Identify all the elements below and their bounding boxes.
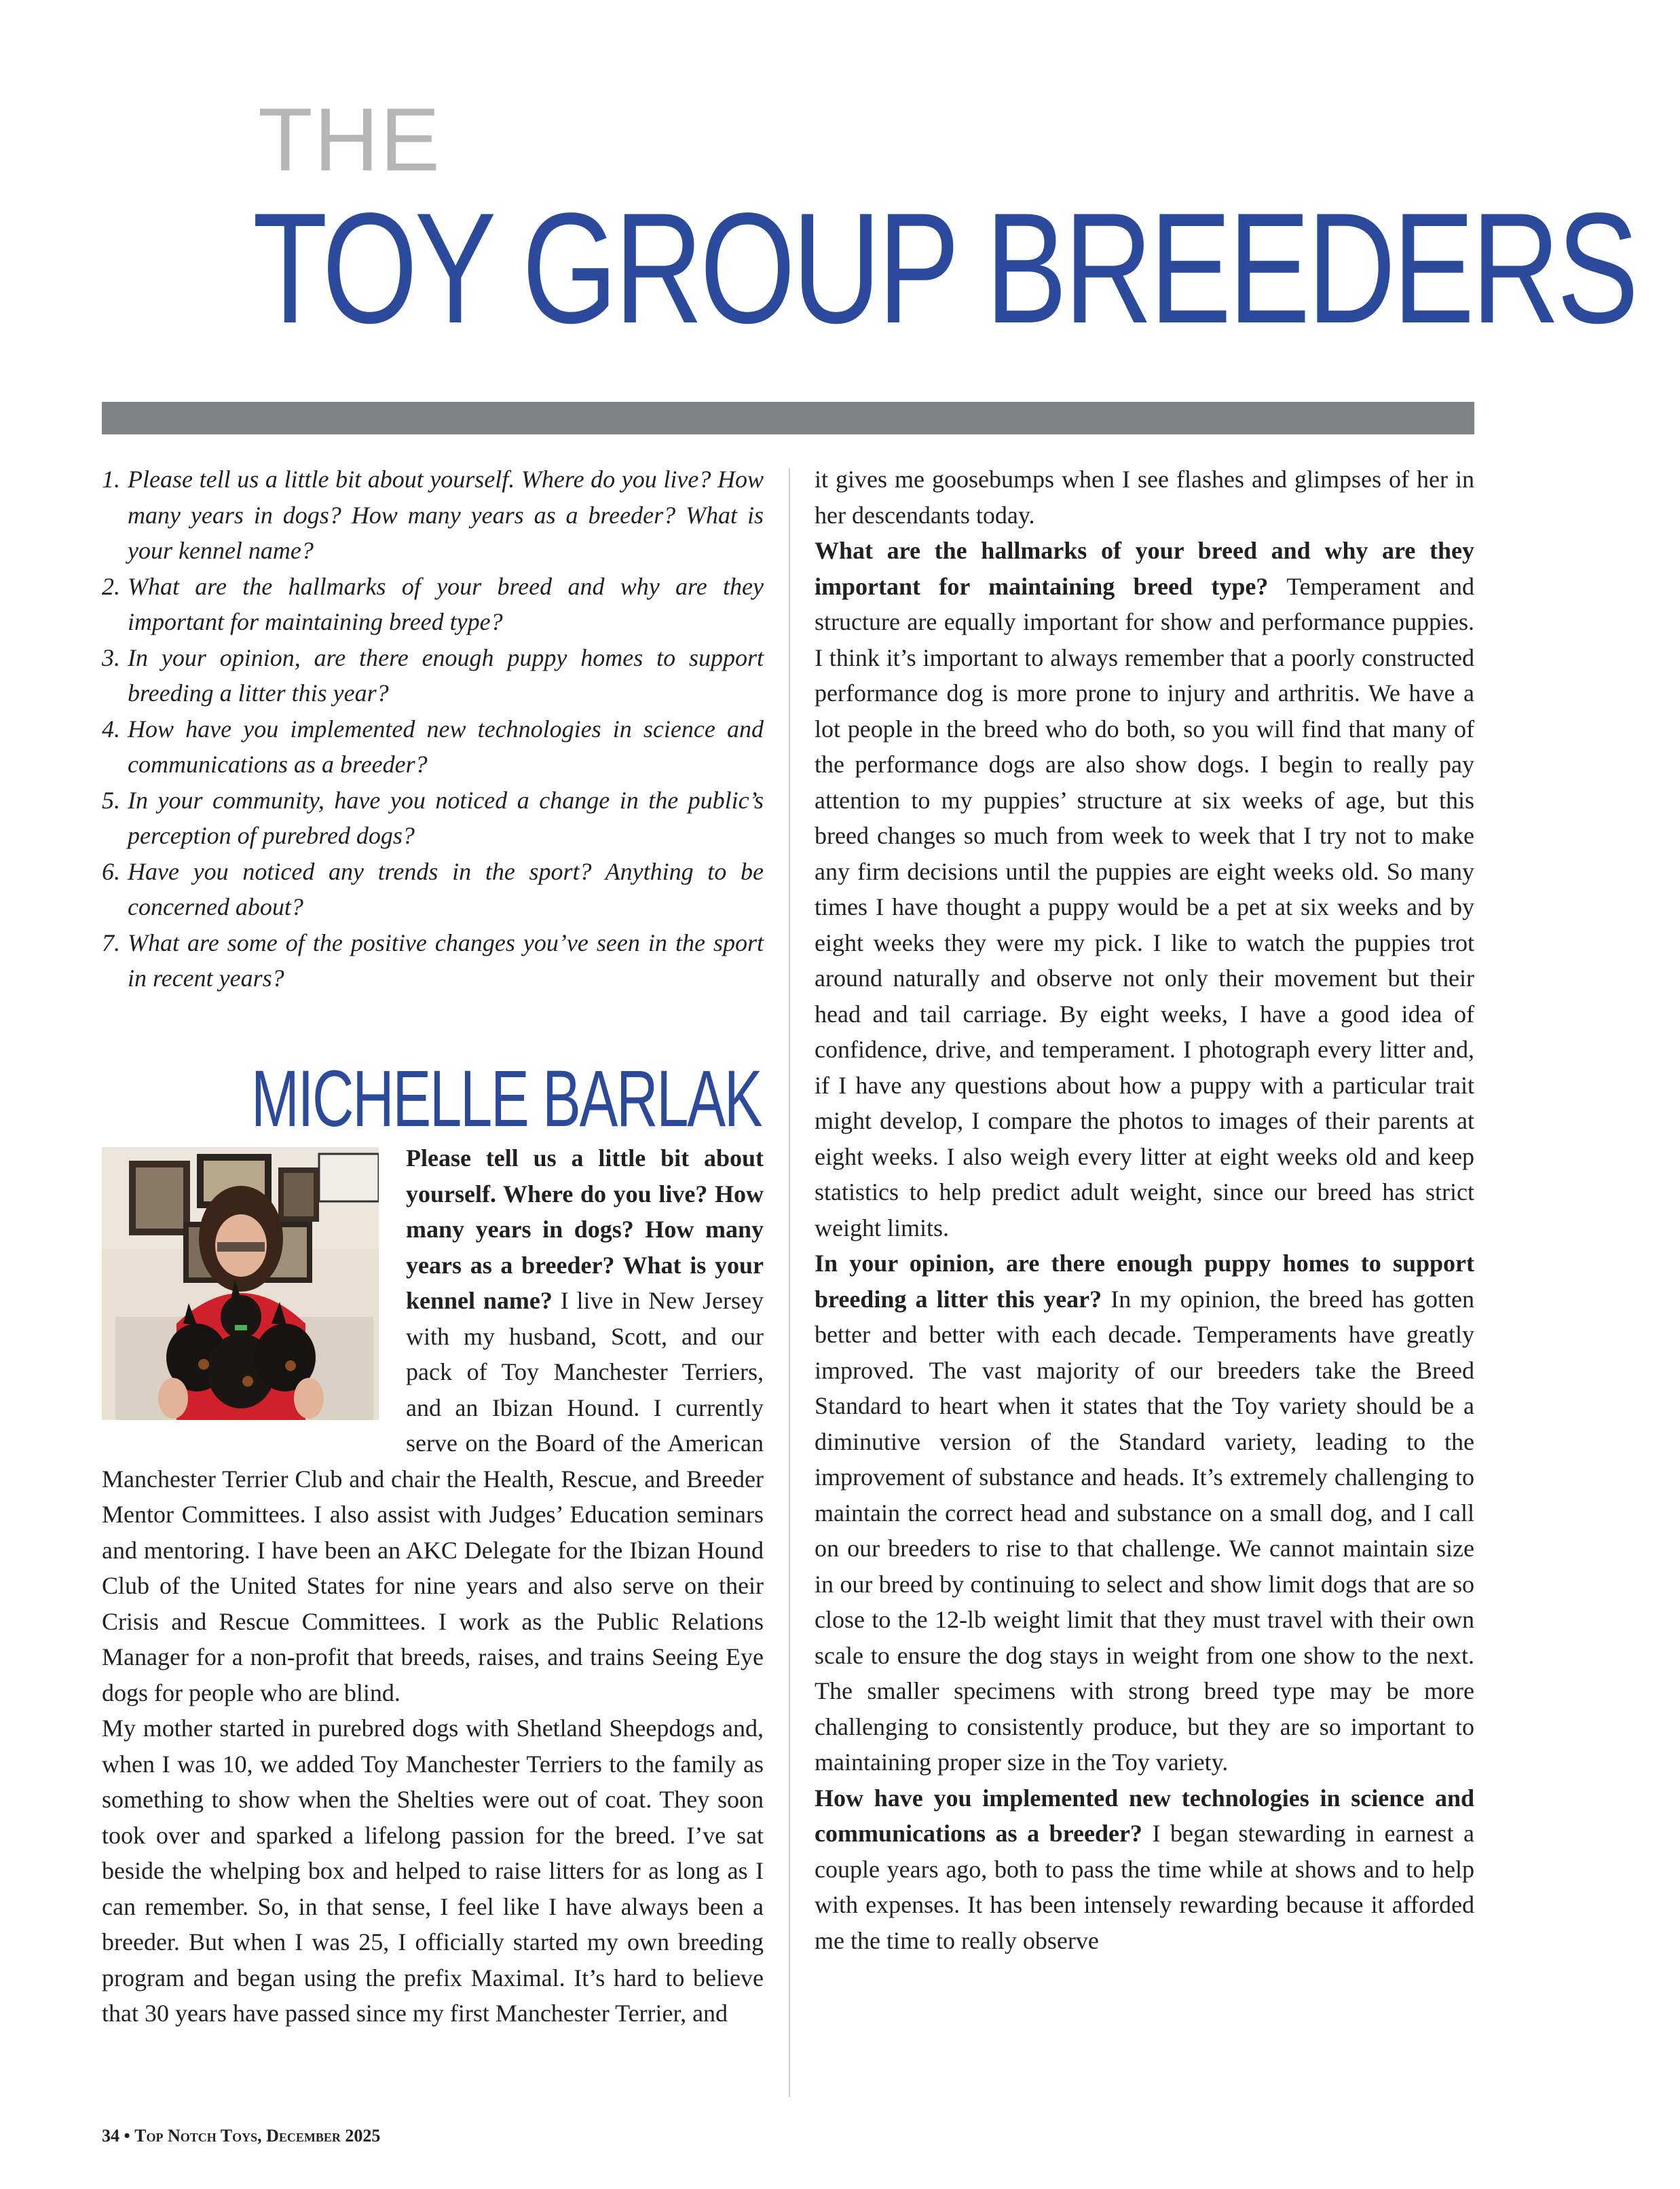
author-photo: [102, 1147, 379, 1420]
bio-section: [102, 1140, 764, 2032]
question-text: In your opinion, are there enough puppy homes to support breeding a litter this year?: [128, 643, 764, 707]
question-number: 2.: [102, 572, 120, 600]
page-number: 34 •: [102, 2126, 130, 2146]
question-text: What are some of the positive changes you’ve seen in the sport in recent years?: [128, 929, 764, 992]
question-item: [102, 854, 764, 925]
question-text: Please tell us a little bit about yourself. Where do you live? How many years in dogs? How many years as a breeder? What is your kennel name?: [128, 466, 764, 564]
bio-paragraph-2: My mother started in purebred dogs with Shetland Sheepdogs and, when I was 10, we added Toy Manchester Terriers to the family as something to show when the Shelties were out of coat. They soon took over and sparked a lifelong passion for the breed. I’ve sat beside the whelping box and helped to raise litters for as long as I can remember. So, in that sense, I feel like I have always been a breeder. But when I was 25, I officially started my own breeding program and began using the prefix Maximal. It’s hard to believe that 30 years have passed since my first Manchester Terrier, and: [102, 1715, 764, 2027]
question-number: 3.: [102, 643, 120, 671]
question-text: How have you implemented new technologies in science and communications as a breeder?: [128, 715, 764, 778]
question-number: 7.: [102, 929, 120, 956]
question-number: 1.: [102, 466, 120, 493]
header-kicker: THE: [258, 90, 441, 189]
page-title: TOY GROUP BREEDERS: [253, 181, 1636, 356]
bio-answer: I live in New Jersey with my husband, Scott, and our pack of Toy Manchester Terriers, and an Ibizan Hound. I currently serve on the Board of the American Manchester Terrier Club and chair the Health, Rescue, and Breeder Mentor Committees. I also assist with Judges’ Education seminars and mentoring. I have been an AKC Delegate for the Ibizan Hound Club of the United States for nine years and also serve on their Crisis and Rescue Committees. I work as the Public Relations Manager for a non-profit that breeds, raises, and trains Seeing Eye dogs for people who are blind.: [102, 1287, 764, 1706]
author-photo-illustration: [102, 1147, 379, 1420]
answer-puppy-homes: In my opinion, the breed has gotten better and better with each decade. Temperaments have greatly improved. The vast majority of our breeders take the Breed Standard to heart when it states that the Toy variety should be a diminutive version of the Standard variety, leading to the improvement of substance and heads. It’s extremely challenging to maintain the correct head and substance on a small dog, and I call on our breeders to rise to that challenge. We cannot maintain size in our breed by continuing to select and show limit dogs that are so close to the 12-lb weight limit that they must travel with their own scale to ensure the dog stays in weight from one show to the next. The smaller specimens with strong breed type may be more challenging to consistently produce, but they are so important to maintaining proper size in the Toy variety.: [815, 1285, 1475, 1776]
qa-puppy-homes: [815, 1246, 1474, 1780]
question-item: [102, 783, 764, 854]
question-puppy-homes: In your opinion, are there enough puppy homes to support breeding a litter this year?: [815, 1250, 1474, 1313]
question-text: Have you noticed any trends in the sport? Anything to be concerned about?: [128, 857, 764, 920]
question-number: 5.: [102, 786, 120, 814]
question-item: [102, 569, 764, 640]
question-item: [102, 711, 764, 783]
question-number: 4.: [102, 715, 120, 743]
question-item: [102, 462, 764, 569]
question-item: [102, 640, 764, 711]
question-text: In your community, have you noticed a change in the public’s perception of purebred dogs?: [128, 786, 764, 849]
qa-hallmarks: [815, 533, 1474, 1246]
question-text: What are the hallmarks of your breed and why are they important for maintaining breed type?: [128, 572, 764, 635]
bio-question: Please tell us a little bit about yourself. Where do you live? How many years in dogs? How many years as a breeder? What is your kennel name?: [406, 1144, 764, 1314]
answer-technology: I began stewarding in earnest a couple years ago, both to pass the time while at shows and to help with expenses. It has been intensely rewarding because it afforded me the time to really observe: [815, 1820, 1474, 1954]
column-divider: [789, 468, 790, 2097]
question-technology: How have you implemented new technologies in science and communications as a breeder?: [815, 1784, 1474, 1847]
question-number: 6.: [102, 857, 120, 885]
publication-name: Top Notch Toys, December 2025: [134, 2126, 381, 2146]
question-item: [102, 925, 764, 996]
right-column: [815, 462, 1474, 1958]
title-rule: [102, 402, 1474, 434]
answer-continuation: it gives me goosebumps when I see flashes and glimpses of her in her descendants today.: [815, 466, 1474, 529]
answer-hallmarks: Temperament and structure are equally important for show and performance puppies. I think it’s important to always remember that a poorly constructed performance dog is more prone to injury and arthritis. We have a lot people in the breed who do both, so you will find that many of the performance dogs are also show dogs. I begin to really pay attention to my puppies’ structure at six weeks of age, but this breed changes so much from week to week that I try not to make any firm decisions until the puppies are eight weeks old. So many times I have thought a puppy would be a pet at six weeks and by eight weeks they were my pick. I like to watch the puppies trot around naturally and observe not only their movement but their head and tail carriage. By eight weeks, I have a good idea of confidence, drive, and temperament. I photograph every litter and, if I have any questions about how a puppy with a particular trait might develop, I compare the photos to images of their parents at eight weeks. I also weigh every litter at eight weeks old and keep statistics to help predict adult weight, since our breed has strict weight limits.: [815, 572, 1475, 1241]
questions-section: [102, 462, 764, 996]
qa-technology: [815, 1780, 1474, 1959]
page-footer: [102, 2126, 380, 2146]
author-name: MICHELLE BARLAK: [251, 1054, 762, 1144]
questions-list: [102, 462, 764, 996]
question-hallmarks: What are the hallmarks of your breed and why are they important for maintaining breed type?: [815, 537, 1474, 600]
